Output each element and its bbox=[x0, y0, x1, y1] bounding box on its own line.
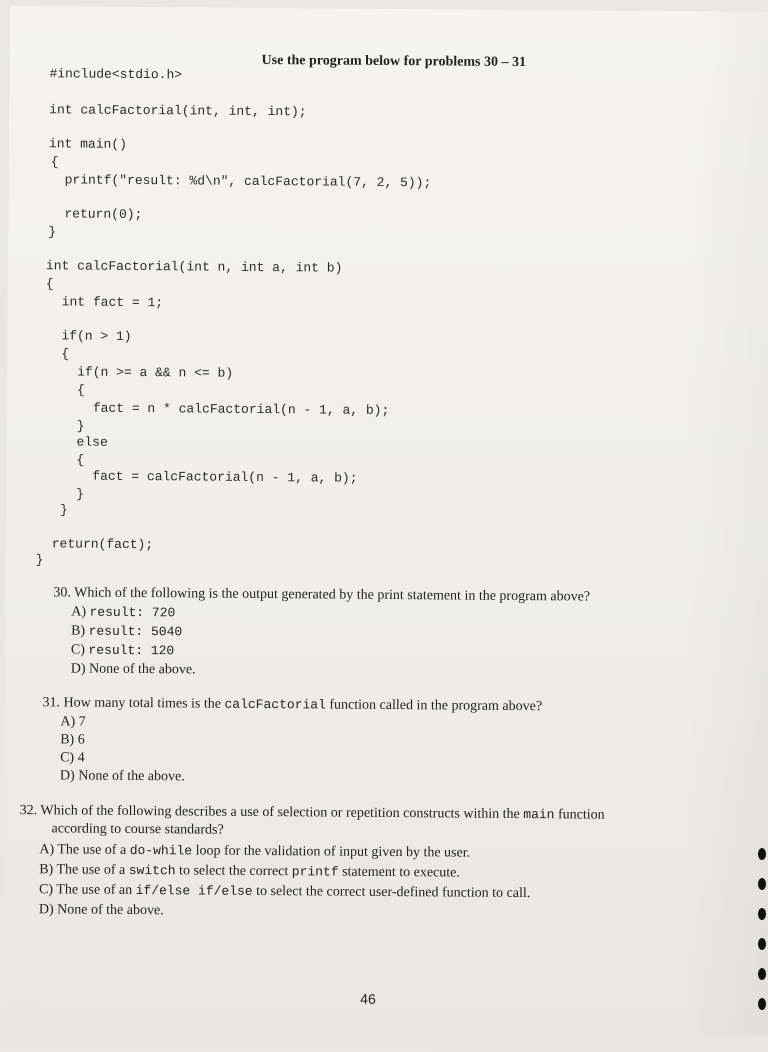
stem-text: function bbox=[554, 807, 605, 823]
option-text: result: 120 bbox=[88, 642, 175, 659]
answer-option bbox=[39, 842, 470, 861]
binder-hole bbox=[758, 878, 766, 890]
option-letter: A) bbox=[71, 604, 87, 620]
code-line: else bbox=[76, 434, 108, 450]
stem-text: 31. How many total times is the bbox=[42, 695, 225, 712]
option-text: 7 bbox=[78, 714, 86, 730]
code-line: int main() bbox=[48, 136, 127, 152]
question-stem: 30. Which of the following is the output generated by the print statement in the program above? bbox=[53, 585, 591, 605]
code-line: } bbox=[59, 502, 68, 518]
stem-code: main bbox=[523, 807, 555, 823]
option-letter: C) bbox=[70, 642, 86, 658]
option-letter: B) bbox=[39, 862, 54, 878]
option-letter: A) bbox=[60, 714, 76, 730]
answer-option bbox=[39, 882, 530, 902]
option-code: do-while bbox=[129, 842, 193, 859]
code-line: fact = n * calcFactorial(n - 1, a, b); bbox=[92, 400, 390, 418]
option-letter: B) bbox=[71, 623, 86, 639]
binder-hole bbox=[758, 908, 766, 920]
code-line: return(0); bbox=[64, 206, 143, 223]
option-letter: A) bbox=[39, 842, 55, 858]
code-line: { bbox=[50, 154, 59, 170]
answer-option bbox=[71, 623, 182, 640]
option-code: printf bbox=[291, 864, 339, 880]
page-shadow bbox=[682, 11, 768, 1036]
binder-hole bbox=[758, 938, 766, 950]
code-line: printf("result: %d\n", calcFactorial(7, 2, 5)); bbox=[64, 172, 432, 191]
answer-option bbox=[71, 642, 174, 659]
option-text: 4 bbox=[77, 750, 85, 766]
binder-hole bbox=[758, 968, 766, 980]
answer-option bbox=[60, 714, 85, 730]
answer-option bbox=[60, 750, 85, 766]
code-line: if(n >= a && n <= b) bbox=[77, 364, 234, 381]
code-line: int fact = 1; bbox=[61, 294, 164, 311]
stem-text: function called in the program above? bbox=[325, 697, 543, 715]
option-text: The use of a bbox=[57, 842, 130, 858]
page-number: 46 bbox=[360, 990, 376, 1007]
option-letter: B) bbox=[60, 732, 75, 748]
option-text: None of the above. bbox=[89, 661, 196, 678]
code-line: } bbox=[48, 224, 57, 240]
code-line: } bbox=[76, 486, 85, 502]
answer-option bbox=[71, 661, 196, 678]
answer-option bbox=[60, 768, 185, 785]
exam-page bbox=[2, 6, 768, 1052]
answer-option bbox=[60, 732, 85, 748]
option-text: 6 bbox=[77, 732, 85, 748]
option-text: None of the above. bbox=[78, 768, 185, 785]
code-line: int calcFactorial(int, int, int); bbox=[49, 102, 307, 120]
code-line: int calcFactorial(int n, int a, int b) bbox=[45, 258, 343, 276]
code-line: { bbox=[76, 452, 85, 468]
answer-option bbox=[39, 862, 460, 881]
code-line: } bbox=[35, 552, 44, 568]
binder-hole bbox=[758, 998, 766, 1010]
option-code: switch bbox=[128, 862, 176, 879]
option-text: statement to execute. bbox=[338, 864, 460, 881]
code-line: { bbox=[45, 276, 54, 292]
code-line: if(n > 1) bbox=[61, 328, 132, 344]
question-stem bbox=[42, 694, 542, 716]
option-code: if/else if/else bbox=[135, 883, 253, 899]
binder-hole bbox=[758, 848, 766, 860]
option-letter: D) bbox=[70, 661, 86, 677]
option-text: None of the above. bbox=[57, 902, 164, 919]
option-letter: C) bbox=[60, 750, 75, 766]
option-text: result: 5040 bbox=[88, 623, 183, 640]
page-header: Use the program below for problems 30 – 31 bbox=[261, 52, 527, 71]
option-text: The use of an bbox=[56, 882, 136, 899]
code-line: fact = calcFactorial(n - 1, a, b); bbox=[92, 468, 358, 486]
option-letter: D) bbox=[38, 902, 54, 918]
option-text: result: 720 bbox=[89, 604, 176, 621]
question-stem-line2: according to course standards? bbox=[51, 821, 224, 838]
option-letter: D) bbox=[59, 768, 75, 784]
code-line: { bbox=[76, 382, 85, 398]
option-text: to select the correct user-defined function to call. bbox=[252, 883, 531, 902]
code-line: { bbox=[61, 346, 70, 362]
option-text: loop for the validation of input given by the user. bbox=[192, 843, 471, 861]
stem-code: calcFactorial bbox=[224, 696, 326, 713]
code-line: return(fact); bbox=[51, 536, 154, 553]
answer-option bbox=[39, 902, 164, 919]
option-text: The use of a bbox=[56, 862, 129, 878]
stem-text: 32. Which of the following describes a use of selection or repetition constructs within the bbox=[19, 803, 524, 823]
answer-option bbox=[71, 604, 175, 621]
code-line: } bbox=[76, 418, 85, 434]
code-line: #include<stdio.h> bbox=[49, 66, 183, 83]
option-text: to select the correct bbox=[175, 863, 292, 880]
option-letter: C) bbox=[39, 882, 54, 898]
